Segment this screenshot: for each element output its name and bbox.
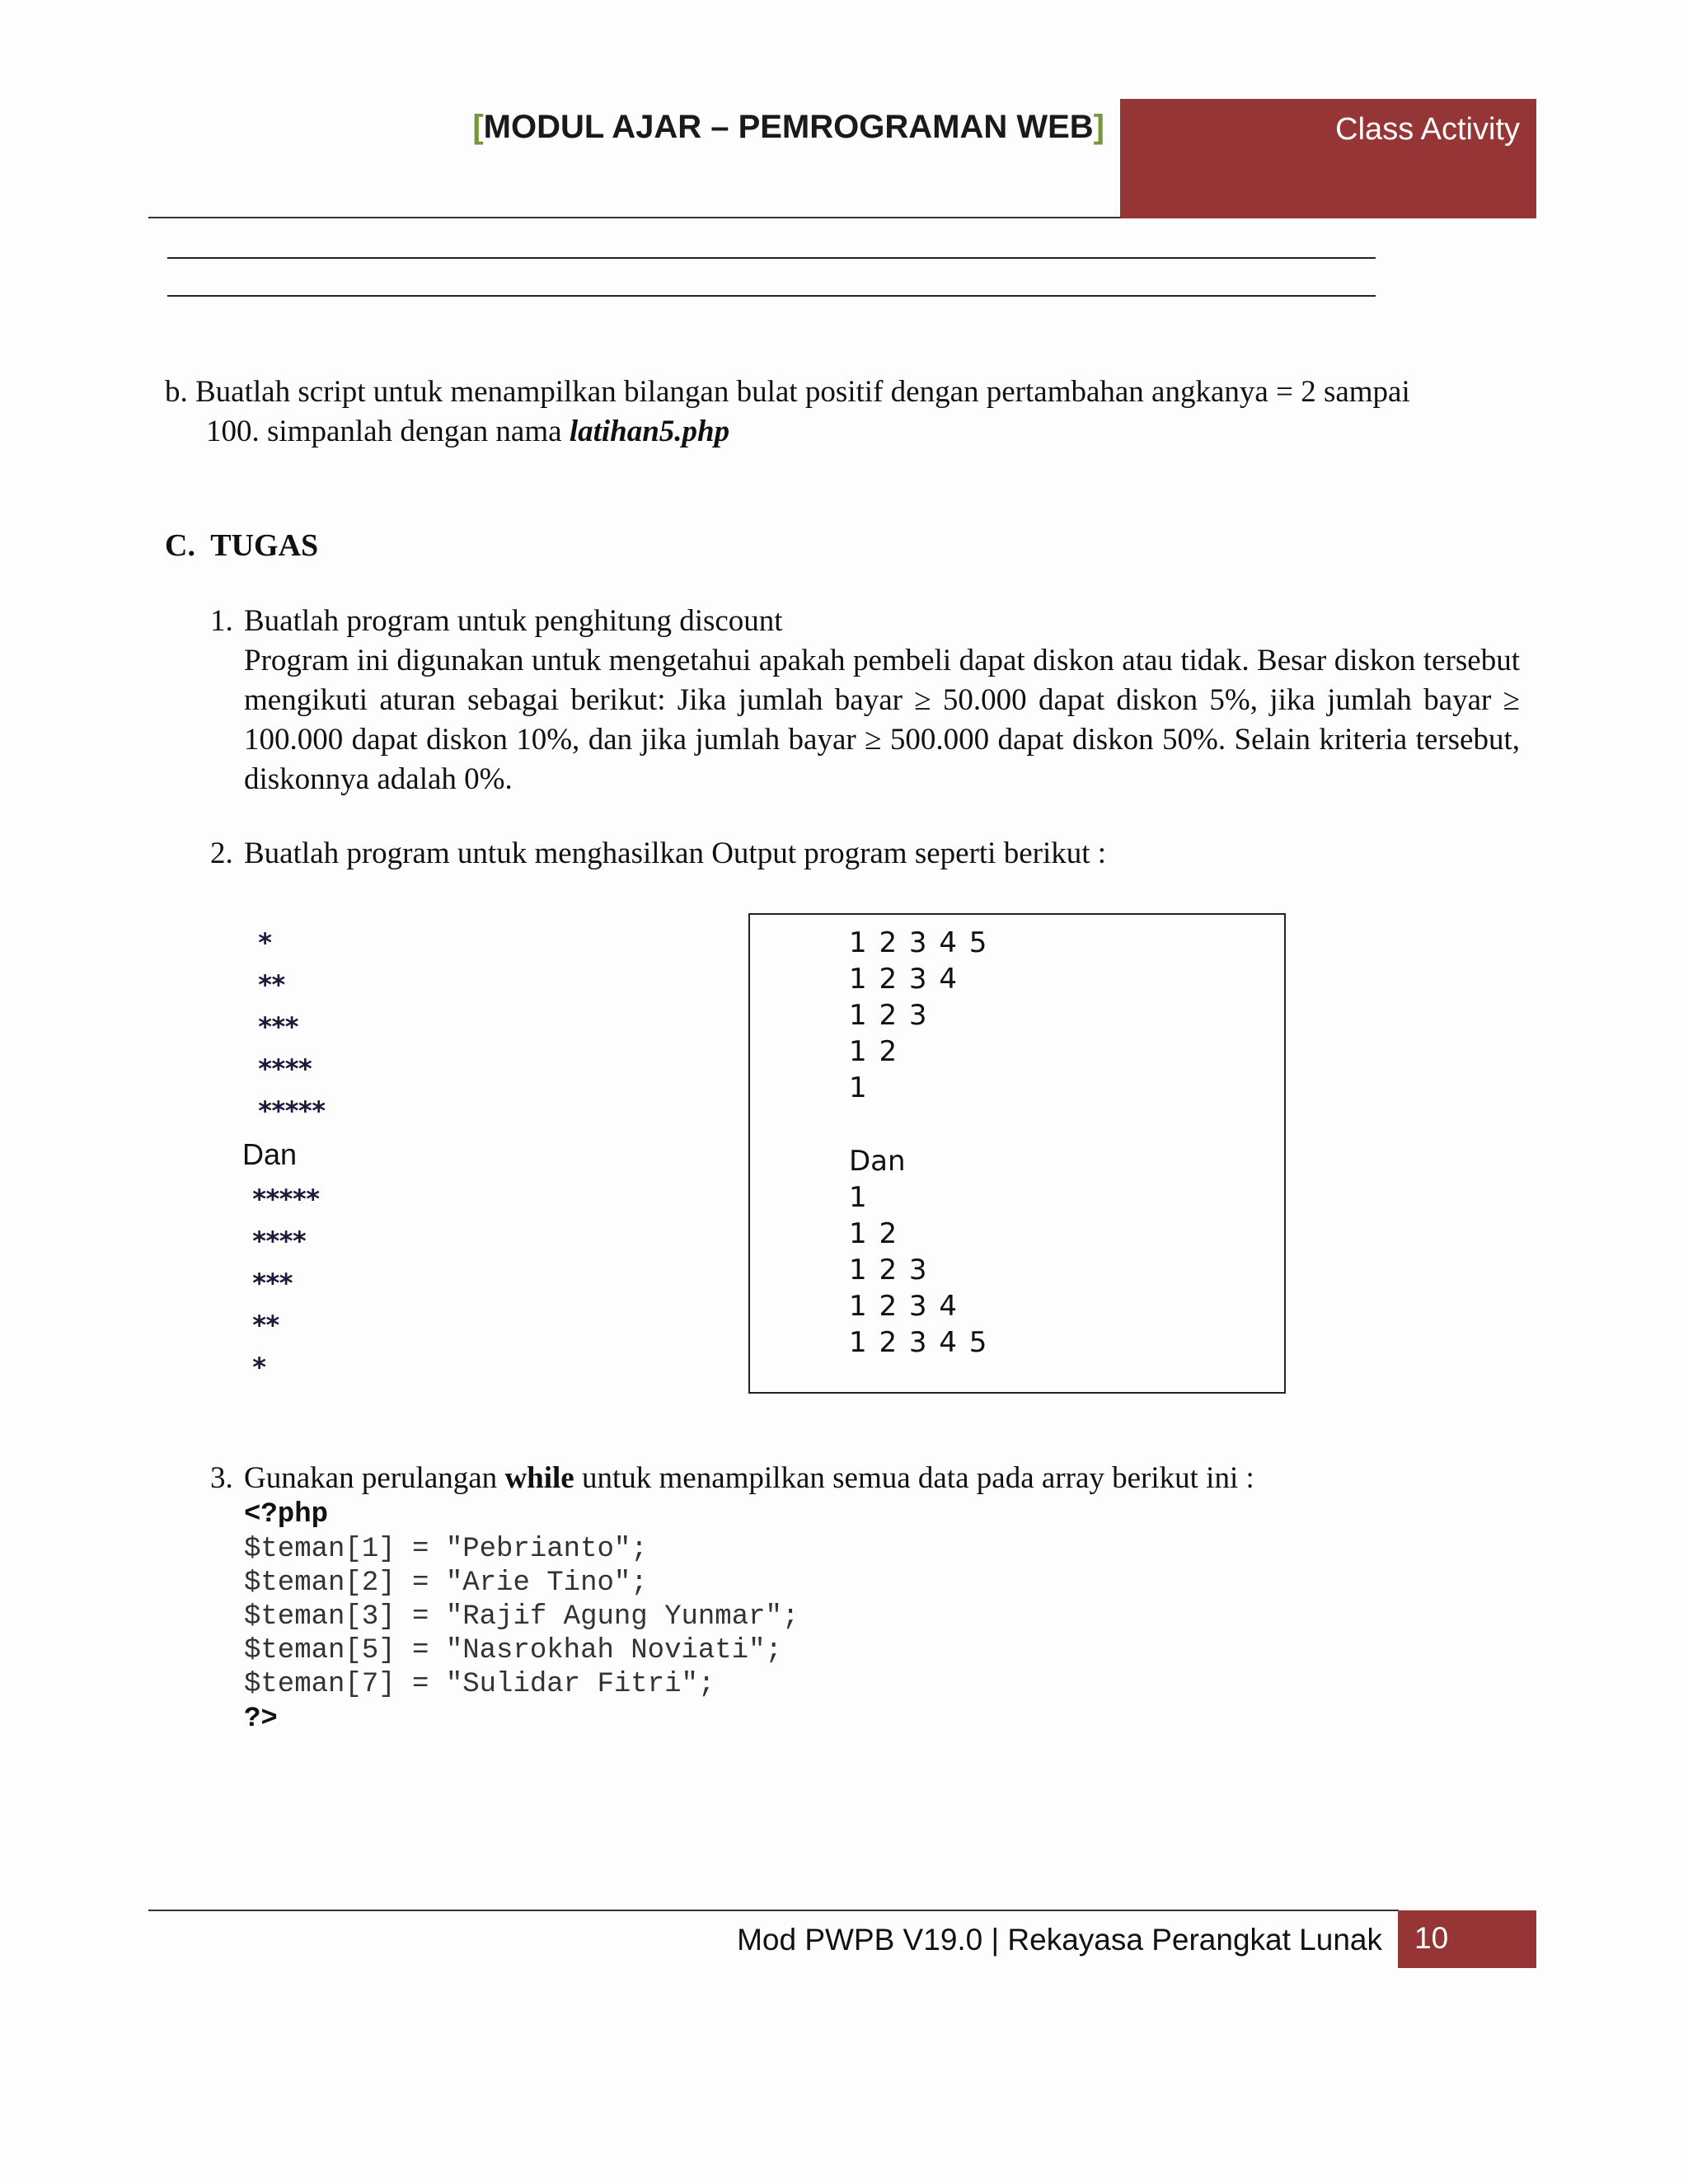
footer-rule — [148, 1910, 1399, 1911]
module-title — [445, 109, 1104, 146]
item-3-title-prefix: Gunakan perulangan — [244, 1461, 505, 1495]
item-2-title: Buatlah program untuk menghasilkan Output program seperti berikut : — [244, 837, 1107, 870]
code-line: $teman[1] = "Pebrianto"; — [244, 1534, 648, 1565]
item-3-title — [244, 1459, 1520, 1498]
number-row: 1 — [849, 1181, 869, 1214]
number-row: 1 2 3 4 — [849, 963, 959, 996]
number-pattern-box — [748, 913, 1286, 1394]
number-row: 1 — [849, 1071, 869, 1104]
star-row: ***** — [257, 1095, 325, 1127]
star-row: **** — [251, 1226, 306, 1257]
number-row: 1 2 3 4 5 — [849, 926, 989, 959]
module-title-text: MODUL AJAR – PEMROGRAMAN WEB — [483, 109, 1094, 145]
number-row: 1 2 — [849, 1035, 899, 1068]
task-b-line1: b. Buatlah script untuk menampilkan bilangan bulat positif dengan pertambahan angkanya = 2 sampai — [165, 375, 1410, 409]
number-row: 1 2 3 4 — [849, 1290, 959, 1323]
item-2-number: 2. — [210, 837, 233, 870]
task-b-line2 — [165, 412, 1525, 452]
star-row: ***** — [251, 1183, 319, 1215]
star-row: *** — [251, 1268, 292, 1299]
star-row: * — [257, 927, 271, 958]
number-row: 1 2 3 — [849, 999, 929, 1032]
number-row: 1 2 3 4 5 — [849, 1326, 989, 1359]
item-1-title: Buatlah program untuk penghitung discount — [244, 604, 783, 638]
code-line: $teman[3] = "Rajif Agung Yunmar"; — [244, 1601, 799, 1633]
item-1-body: Program ini digunakan untuk mengetahui apakah pembeli dapat diskon atau tidak. Besar diskon tersebut mengikuti aturan sebagai berikut: Jika jumlah bayar ≥ 50.000 dapat diskon 5%, jika jumlah bayar ≥ 100.000 dapat diskon 10%, dan jika jumlah bayar ≥ 500.000 dapat diskon 50%. Selain kriteria tersebut, diskonnya adalah 0%. — [244, 644, 1520, 796]
number-row: 1 2 — [849, 1217, 899, 1250]
page-number: 10 — [1414, 1921, 1449, 1955]
star-row: * — [251, 1352, 265, 1383]
page-number-badge — [1398, 1910, 1536, 1968]
item-3-title-suffix: untuk menampilkan semua data pada array berikut ini : — [574, 1461, 1254, 1495]
code-line: $teman[7] = "Sulidar Fitri"; — [244, 1669, 715, 1700]
code-line: $teman[2] = "Arie Tino"; — [244, 1568, 648, 1599]
bracket-close: ] — [1093, 109, 1104, 145]
code-close-tag: ?> — [244, 1704, 278, 1735]
task-b-filename: latihan5.php — [569, 415, 730, 448]
header-badge-text: Class Activity — [1335, 112, 1520, 147]
answer-line — [167, 295, 1376, 297]
star-pattern-dan: Dan — [242, 1137, 298, 1171]
item-1-number: 1. — [210, 604, 233, 638]
star-row: ** — [251, 1310, 279, 1341]
task-b-line2-prefix: 100. simpanlah dengan nama — [206, 415, 570, 448]
header-rule — [148, 217, 1121, 218]
code-line: $teman[5] = "Nasrokhah Noviati"; — [244, 1635, 782, 1666]
item-3-keyword: while — [504, 1461, 574, 1495]
bracket-open: [ — [472, 109, 484, 145]
answer-line — [167, 257, 1376, 259]
task-b — [165, 373, 1525, 452]
star-row: **** — [257, 1053, 312, 1085]
section-heading: C. TUGAS — [165, 528, 319, 563]
item-3-number: 3. — [210, 1461, 233, 1495]
header-badge — [1120, 99, 1536, 218]
code-open-tag: <?php — [244, 1499, 329, 1530]
star-row: ** — [257, 969, 284, 1001]
star-row: *** — [257, 1011, 298, 1043]
number-row: 1 2 3 — [849, 1254, 929, 1286]
number-pattern-dan: Dan — [849, 1145, 906, 1178]
footer-text: Mod PWPB V19.0 | Rekayasa Perangkat Lunak — [737, 1923, 1382, 1957]
